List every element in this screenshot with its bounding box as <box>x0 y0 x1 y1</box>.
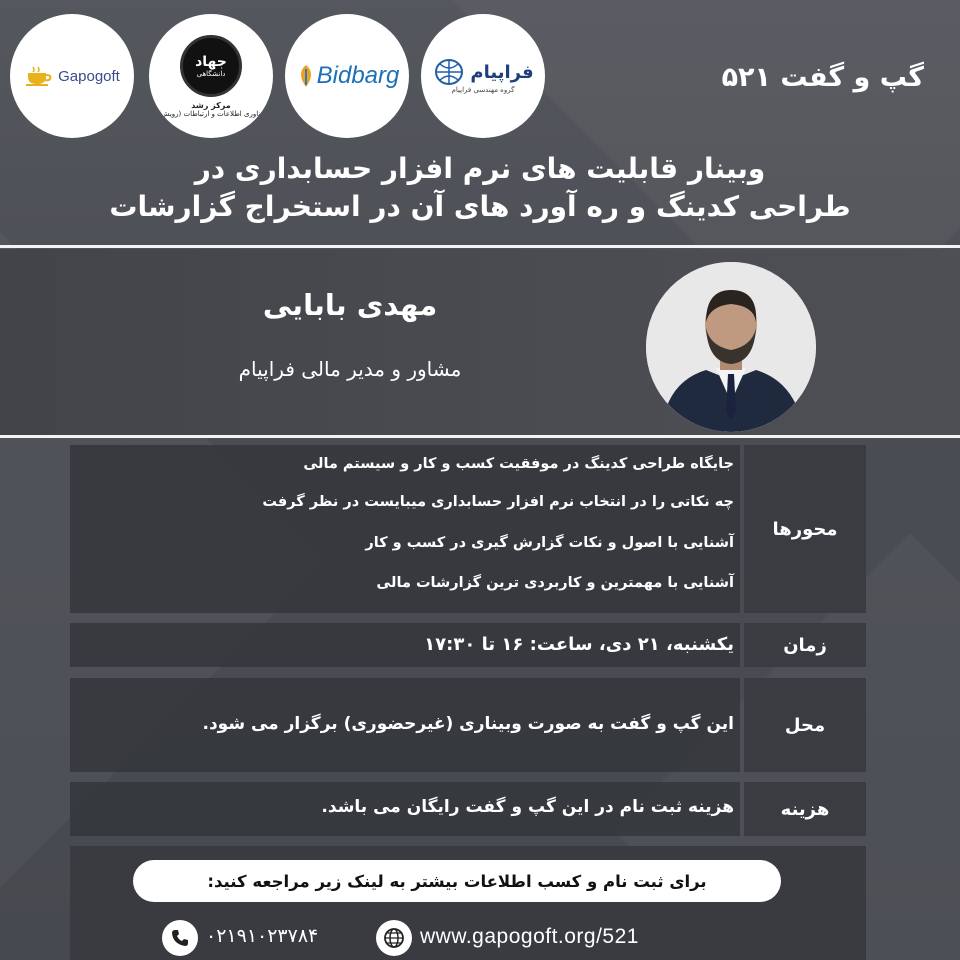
topics-label: محورها <box>744 445 866 613</box>
time-label: زمان <box>744 623 866 667</box>
series-label: گپ و گفت ۵۲۱ <box>721 62 924 93</box>
speaker-role: مشاور و مدیر مالی فراپیام <box>238 357 462 381</box>
jahad-emblem <box>180 35 242 97</box>
fee-label: هزینه <box>744 782 866 836</box>
bidbarg-logo-text: Bidbarg <box>316 62 400 89</box>
jahad-caption-1: مرکز رشد <box>191 100 231 110</box>
farapayam-logo-sub: گروه مهندسی فراپیام <box>451 86 515 94</box>
speaker-panel <box>0 249 960 435</box>
jahad-emblem-title: جهاد <box>195 53 227 70</box>
phone-icon <box>162 920 198 956</box>
topic-item-3: آشنایی با اصول و نکات گزارش گیری در کسب و کار <box>365 535 734 551</box>
jahad-logo <box>149 14 273 138</box>
registration-cta: برای ثبت نام و کسب اطلاعات بیشتر به لینک زیر مراجعه کنید: <box>133 860 781 902</box>
speaker-portrait-icon <box>646 262 816 432</box>
divider-top <box>0 245 960 248</box>
time-value: یکشنبه، ۲۱ دی، ساعت: ۱۶ تا ۱۷:۳۰ <box>424 634 734 655</box>
speaker-photo <box>646 262 816 432</box>
topic-item-2: چه نکاتی را در انتخاب نرم افزار حسابداری میبایست در نظر گرفت <box>262 494 734 510</box>
gapogoft-logo <box>10 14 134 138</box>
place-value: این گپ و گفت به صورت وبیناری (غیرحضوری) برگزار می شود. <box>202 714 734 734</box>
website-link[interactable]: www.gapogoft.org/521 <box>420 925 639 948</box>
leaf-icon <box>295 63 317 89</box>
topic-item-4: آشنایی با مهمترین و کاربردی ترین گزارشات مالی <box>376 575 734 591</box>
globe-mark-icon <box>432 58 466 86</box>
place-label: محل <box>744 678 866 772</box>
webinar-title <box>40 150 920 226</box>
divider-bottom <box>0 435 960 438</box>
bidbarg-logo <box>285 14 409 138</box>
farapayam-logo-text: فراپیام <box>470 61 534 83</box>
cup-icon <box>24 65 54 87</box>
title-line-1: وبینار قابلیت های نرم افزار حسابداری در <box>194 152 766 185</box>
jahad-caption-2: فناوری اطلاعات و ارتباطات (رویش) <box>158 109 264 118</box>
fee-value: هزینه ثبت نام در این گپ و گفت رایگان می باشد. <box>321 797 734 817</box>
title-line-2: طراحی کدینگ و ره آورد های آن در استخراج گزارشات <box>109 190 851 223</box>
topic-item-1: جایگاه طراحی کدینگ در موفقیت کسب و کار و سیستم مالی <box>303 456 734 472</box>
farapayam-logo <box>421 14 545 138</box>
gapogoft-logo-text: Gapogoft <box>58 67 120 85</box>
phone-number[interactable]: ۰۲۱۹۱۰۲۳۷۸۴ <box>206 925 319 947</box>
speaker-name: مهدی بابایی <box>262 288 438 322</box>
globe-icon <box>376 920 412 956</box>
jahad-emblem-sub: دانشگاهی <box>196 69 226 78</box>
